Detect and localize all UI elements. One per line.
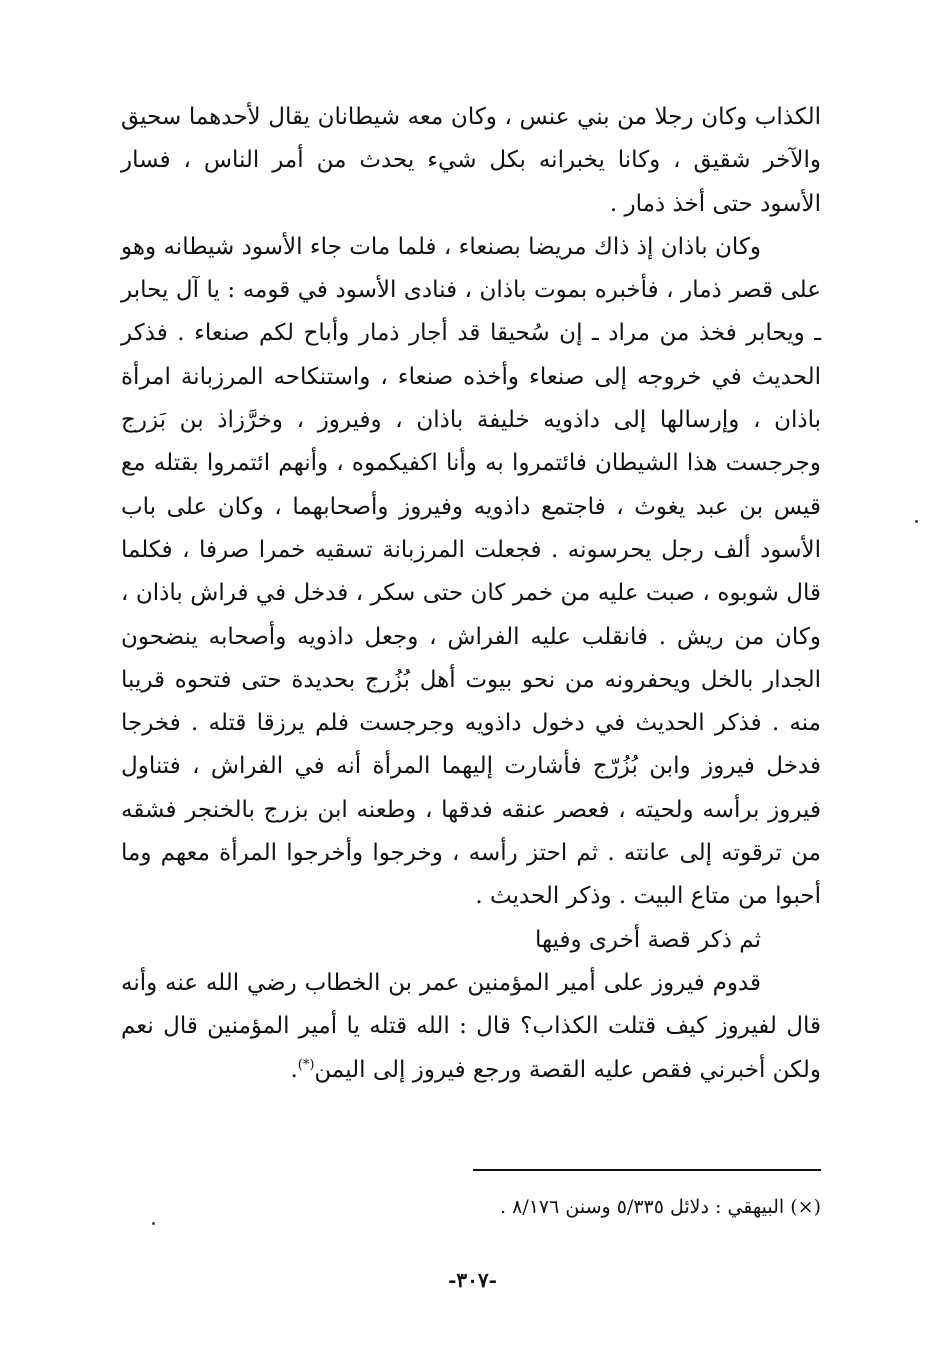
scan-speck [152,1222,155,1225]
section-heading: ثم ذكر قصة أخرى وفيها [534,926,761,953]
footnote-divider [473,1169,821,1171]
page-body [121,96,821,1092]
closing-text: قدوم فيروز على أمير المؤمنين عمر بن الخطاب رضي الله عنه وأنه قال لفيروز كيف قتلت الكذاب؟ قال : الله قتله يا أمير المؤمنين قال نعم ولكن أخبرني فقص عليه القصة ورجع فيروز إلى اليمن [121,969,821,1083]
page-number: -٣٠٧- [448,1268,497,1292]
scan-speck [915,520,918,523]
footnote-text: (×) البيهقي : دلائل ٥/٣٣٥ وسنن ٨/١٧٦ . [500,1196,821,1218]
paragraph-story: وكان باذان إذ ذاك مريضا بصنعاء ، فلما مات جاء الأسود شيطانه وهو على قصر ذمار ، فأخبره بموت باذان ، فنادى الأسود في قومه : يا آل يحابر ـ ويحابر فخذ من مراد ـ إن سُحيقا قد أجار ذمار وأباح لكم صنعاء . فذكر الحديث في خروجه إلى صنعاء وأخذه صنعاء ، واستنكاحه المرزبانة امرأة باذان ، وإرسالها إلى داذويه خليفة باذان ، وفيروز ، وخرَّزاذ بن بَزرج وجرجست هذا الشيطان فائتمروا به وأنا اكفيكموه ، وأنهم ائتمروا بقتله مع قيس بن عبد يغوث ، فاجتمع داذويه وفيروز وأصحابهما ، وكان على باب الأسود ألف رجل يحرسونه . فجعلت المرزبانة تسقيه خمرا صرفا ، فكلما قال شوبوه ، صبت عليه من خمر كان حتى سكر ، فدخل في فراش باذان ، وكان من ريش . فانقلب عليه الفراش ، وجعل داذويه وأصحابه ينضحون الجدار بالخل ويحفرونه من نحو بيوت أهل بُزُرج بحديدة حتى فتحوه قريبا منه . فذكر الحديث في دخول داذويه وجرجست فلم يرزقا قتله . فخرجا فدخل فيروز وابن بُزُرّج فأشارت إليهما المرأة أنه في الفراش ، فتناول فيروز برأسه ولحيته ، فعصر عنقه فدقها ، وطعنه ابن بزرج بالخنجر فشقه من ترقوته إلى عانته . ثم احتز رأسه ، وخرجوا وأخرجوا المرأة معهم وما أحبوا من متاع البيت . وذكر الحديث . [121,233,821,910]
paragraph-opening: الكذاب وكان رجلا من بني عنس ، وكان معه شيطانان يقال لأحدهما سحيق والآخر شقيق ، وكانا يخبرانه بكل شيء يحدث من أمر الناس ، فسار الأسود حتى أخذ ذمار . [121,104,821,217]
footnote-marker: (*) [297,1056,315,1072]
paragraph-closing [121,962,821,1092]
closing-period: . [290,1056,298,1083]
